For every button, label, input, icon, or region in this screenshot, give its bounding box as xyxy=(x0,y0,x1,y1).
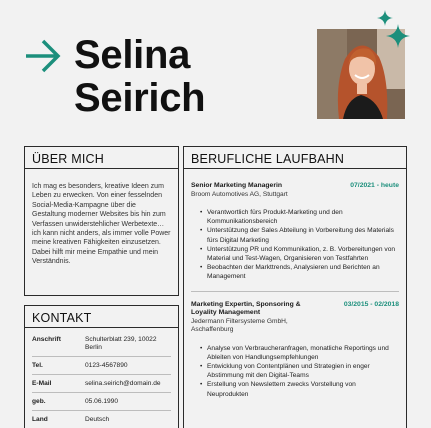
job-title: Marketing Expertin, Sponsoring & Loyality Management xyxy=(191,300,301,317)
job-company: Jedermann Filtersysteme GmbH, Aschaffenburg xyxy=(191,317,288,334)
last-name: Seirich xyxy=(74,76,206,120)
job-header xyxy=(191,182,399,191)
job-bullet: • Analyse von Verbraucheranfragen, monatliche Reportings und Ableiten von Handlungsempfehlungen xyxy=(191,344,399,362)
contact-value: 0123-4567890 xyxy=(85,362,128,369)
contact-label: Tel. xyxy=(32,362,43,369)
contact-row-address xyxy=(32,334,171,357)
contact-label: geb. xyxy=(32,398,46,405)
contact-row-birthdate xyxy=(32,396,171,411)
job-company: Broom Automotives AG, Stuttgart xyxy=(191,190,288,198)
about-text: Ich mag es besonders, kreative Ideen zum Leben zu erwecken. Von einer fesselnden Social-Media-Kampagne über die Gestaltung moderner Websites bis hin zum Verfassen unwiderstehlicher Werbetexte… ich kann nicht anders, als immer volle Power meine kreativen Fähigkeiten einzusetzen. Dabei hilft mir meine Empathie und mein Verständnis. xyxy=(32,183,171,266)
job-date: 03/2015 - 02/2018 xyxy=(343,300,399,308)
resume-header xyxy=(0,0,431,140)
job-bullet-list xyxy=(191,208,399,282)
job-header xyxy=(191,301,399,318)
career-section xyxy=(183,146,407,428)
full-name xyxy=(74,34,205,120)
contact-value: Schulterblatt 239, 10022 Berlin xyxy=(85,336,157,351)
contact-label: E-Mail xyxy=(32,380,52,387)
about-section xyxy=(24,146,179,296)
about-title: ÜBER MICH xyxy=(25,147,178,169)
first-name: Selina xyxy=(74,33,191,77)
contact-row-email xyxy=(32,378,171,393)
arrow-right-icon xyxy=(24,36,64,76)
job-bullet: • Verantwortlich fürs Produkt-Marketing und den Kommunikationsbereich xyxy=(191,208,399,226)
contact-label: Anschrift xyxy=(32,336,61,343)
contact-row-phone xyxy=(32,360,171,375)
job-date: 07/2021 - heute xyxy=(350,182,399,189)
job-bullet: • Erstellung von Newslettern zwecks Vorstellung von Neuprodukten xyxy=(191,380,399,398)
job-divider xyxy=(191,291,399,292)
career-title: BERUFLICHE LAUFBAHN xyxy=(184,147,406,169)
contact-value: selina.seirich@domain.de xyxy=(85,380,161,387)
job-bullet: • Entwicklung von Contentplänen und Strategien in enger Abstimmung mit den Digital-Teams xyxy=(191,362,399,380)
job-title: Senior Marketing Managerin xyxy=(191,182,283,189)
contact-list xyxy=(25,328,178,428)
sparkle-large-icon xyxy=(386,24,410,48)
contact-label: Land xyxy=(32,416,48,423)
job-bullet-list xyxy=(191,344,399,399)
job-entry xyxy=(184,169,406,282)
job-bullet: • Beobachten der Markttrends, Analysieren und Berichten an Management xyxy=(191,263,399,281)
contact-value: 05.06.1990 xyxy=(85,398,119,405)
contact-row-country xyxy=(32,414,171,428)
job-entry xyxy=(184,301,406,399)
contact-value: Deutsch xyxy=(85,416,110,423)
contact-section xyxy=(24,305,179,428)
job-bullet: • Unterstützung der Sales Abteilung in Vorbereitung des Materials fürs Digital Marketing xyxy=(191,226,399,244)
contact-title: KONTAKT xyxy=(25,306,178,328)
job-bullet: • Unterstützung PR und Kommunikation, z. B. Vorbereitungen von Material und Test-Wagen, Organisieren von Testfahrten xyxy=(191,245,399,263)
